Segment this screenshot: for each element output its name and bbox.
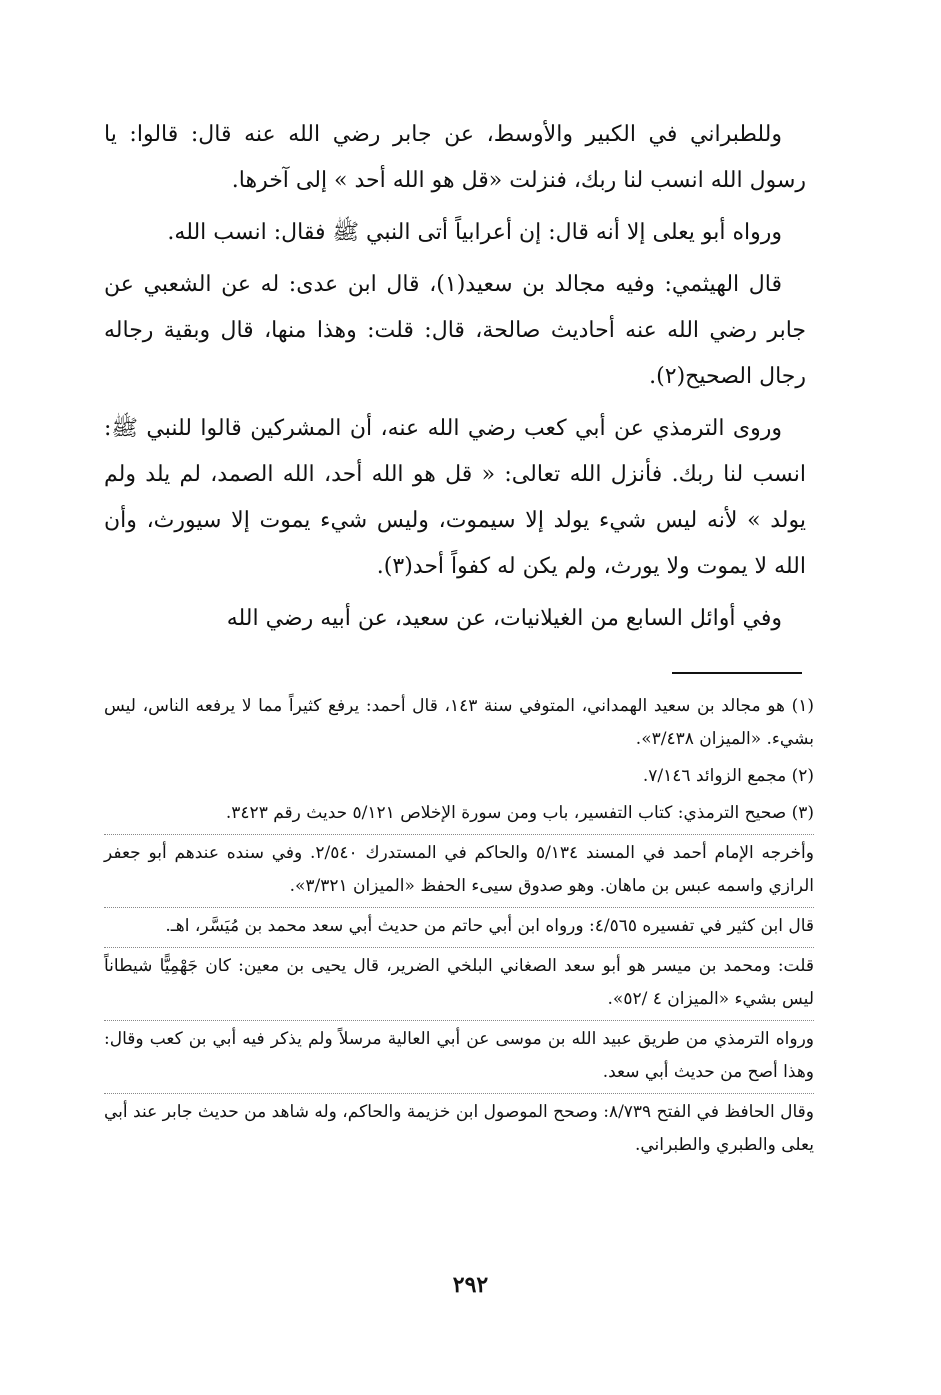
paragraph-abu-yala: ورواه أبو يعلى إلا أنه قال: إن أعرابياً أتى النبي ﷺ فقال: انسب الله. <box>167 220 782 245</box>
main-text-block <box>104 112 806 648</box>
footnote-3-qultu: قلت: ومحمد بن ميسر هو أبو سعد الصغاني البلخي الضرير، قال يحيى بن معين: كان جَهْمِيًّا شيطاناً ليس بشيء «الميزان ٤ /٥٢». <box>104 947 814 1016</box>
footnote-separator <box>672 672 802 674</box>
footnotes-block <box>104 690 814 1166</box>
paragraph-tirmidhi: وروى الترمذي عن أبي كعب رضي الله عنه، أن المشركين قالوا للنبي ﷺ: انسب لنا ربك. فأنزل الله تعالى: « قل هو الله أحد، الله الصمد، لم يلد ولم يولد » لأنه ليس شيء يولد إلا سيموت، وليس شيء يموت إلا سيورث، وأن الله لا يموت ولا يورث، ولم يكن له كفواً أحد(٣). <box>104 416 806 579</box>
footnote-3-ahmad: وأخرجه الإمام أحمد في المسند ٥/١٣٤ والحاكم في المستدرك ٢/٥٤٠. وفي سنده عندهم أبو جعفر الرازي واسمه عبس بن ماهان. وهو صدوق سيىء الحفظ «الميزان ٣/٣٢١». <box>104 834 814 903</box>
paragraph-haythami: قال الهيثمي: وفيه مجالد بن سعيد(١)، قال ابن عدى: له عن الشعبي عن جابر رضي الله عنه أحاديث صالحة، قال: قلت: وهذا منها، قال وبقية رجاله رجال الصحيح(٢). <box>104 272 806 389</box>
paragraph-ghaylaniyat: وفي أوائل السابع من الغيلانيات، عن سعيد، عن أبيه رضي الله <box>226 606 782 631</box>
paragraph-tabarani: وللطبراني في الكبير والأوسط، عن جابر رضي الله عنه قال: قالوا: يا رسول الله انسب لنا ربك، فنزلت «قل هو الله أحد » إلى آخرها. <box>104 122 806 193</box>
footnote-3-tirmidhi-mursal: ورواه الترمذي من طريق عبيد الله بن موسى عن أبي العالية مرسلاً ولم يذكر فيه أبي بن كعب وقال: وهذا أصح من حديث أبي سعد. <box>104 1020 814 1089</box>
footnote-2: (٢) مجمع الزوائد ٧/١٤٦. <box>642 766 814 786</box>
footnote-3-ibn-kathir: قال ابن كثير في تفسيره ٤/٥٦٥: ورواه ابن أبي حاتم من حديث أبي سعد محمد بن مُيَسَّر، اهـ. <box>104 907 814 943</box>
footnote-3: (٣) صحيح الترمذي: كتاب التفسير، باب ومن سورة الإخلاص ٥/١٢١ حديث رقم ٣٤٢٣. <box>225 803 814 823</box>
footnote-1: (١) هو مجالد بن سعيد الهمداني، المتوفي سنة ١٤٣، قال أحمد: يرفع كثيراً مما لا يرفعه الناس، ليس بشيء. «الميزان ٣/٤٣٨». <box>104 696 815 749</box>
page-number: ٢٩٢ <box>452 1272 489 1298</box>
footnote-3-hafiz: وقال الحافظ في الفتح ٨/٧٣٩: وصحح الموصول ابن خزيمة والحاكم، وله شاهد من حديث جابر عند أبي يعلى والطبري والطبراني. <box>104 1093 814 1162</box>
